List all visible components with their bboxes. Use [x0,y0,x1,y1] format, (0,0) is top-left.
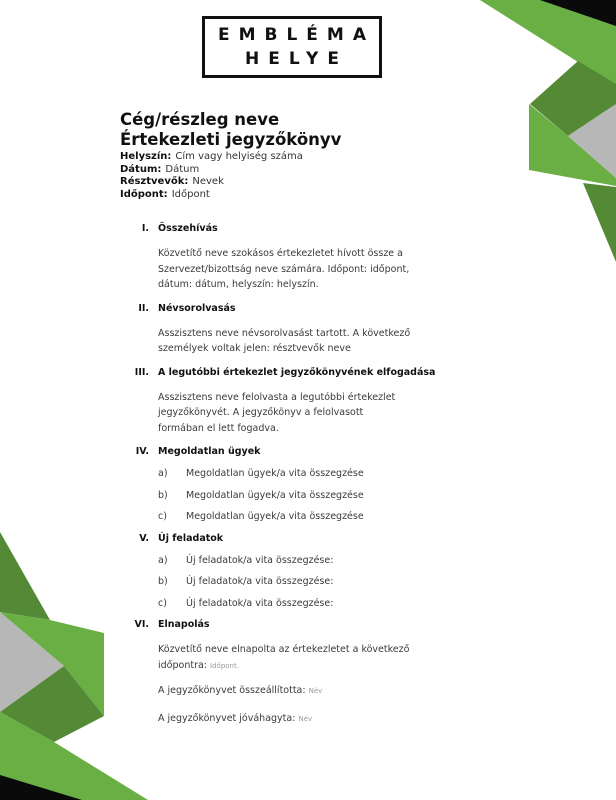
logo-text-line-2: HELYE [245,49,348,69]
meta-attendees-label: Résztvevők: [120,176,189,187]
section-heading [120,532,440,546]
meta-time-label: Időpont: [120,188,168,200]
meta-attendees [120,176,460,189]
list-item-letter: b) [158,576,168,587]
list-item-letter: c) [158,511,167,522]
list-item[interactable] [158,597,440,611]
meta-location-label: Helyszín: [120,151,172,162]
section-number: IV. [135,446,149,457]
sub-item-list [158,467,440,524]
section-title[interactable]: A legutóbbi értekezlet jegyzőkönyvének elfogadása [158,366,436,378]
meta-attendees-value[interactable]: Nevek [192,176,224,187]
meta-time [120,189,460,202]
list-item-letter: b) [158,489,168,501]
section-title[interactable]: Megoldatlan ügyek [158,446,261,457]
list-item-letter: a) [158,554,168,566]
list-item-letter: c) [158,597,167,609]
section-number: III. [134,366,149,378]
adjournment-sentence: Közvetítő neve elnapolta az értekezletet a következő időpontra: [158,644,410,671]
list-item-text[interactable]: Megoldatlan ügyek/a vita összegzése [186,468,364,479]
list-item[interactable] [158,554,440,568]
section-number: VI. [134,619,149,630]
section-new-business [120,532,440,611]
logo-text-line-1: EMBLÉMA [217,25,375,45]
list-item-text[interactable]: Megoldatlan ügyek/a vita összegzése [186,489,364,501]
meta-location [120,151,460,164]
adjournment-text[interactable] [158,642,428,674]
prepared-by-label: A jegyzőkönyvet összeállította: [158,685,306,696]
list-item-letter: a) [158,468,168,479]
section-title[interactable]: Összehívás [158,223,218,234]
section-number: I. [141,223,149,234]
prepared-by [158,683,440,700]
list-item[interactable] [158,467,440,481]
approved-by [158,711,440,728]
list-item[interactable] [158,575,440,589]
logo-placeholder[interactable] [202,16,382,78]
section-approval-of-minutes [120,366,440,437]
section-number: II. [138,302,149,314]
meta-location-value[interactable]: Cím vagy helyiség száma [175,151,303,162]
minutes-sections [120,222,440,736]
section-body[interactable]: Közvetítő neve szokásos értekezletet hívott össze a Szervezet/bizottság neve számára. Időpont: időpont, dátum: dátum, helyszín: helyszín. [158,248,410,290]
meta-date-value[interactable]: Dátum [165,163,200,175]
section-unfinished-business [120,445,440,524]
list-item[interactable] [158,510,440,524]
section-heading [120,366,440,380]
section-heading [120,445,440,459]
section-adjournment [120,618,440,727]
approved-by-name-placeholder[interactable]: Név [298,714,313,723]
section-roll-call [120,302,440,357]
section-heading [120,618,440,632]
list-item[interactable] [158,489,440,503]
list-item-text[interactable]: Megoldatlan ügyek/a vita összegzése [186,511,364,522]
section-title[interactable]: Új feladatok [158,532,224,544]
company-name[interactable]: Cég/részleg neve [120,110,280,129]
document-header [120,110,460,201]
approved-by-label: A jegyzőkönyvet jóváhagyta: [158,712,296,724]
meta-date-label: Dátum: [120,163,162,175]
section-title[interactable]: Névsorolvasás [158,302,236,314]
top-right-decoration [480,0,616,262]
section-heading [120,302,440,316]
section-heading [120,222,440,236]
section-body[interactable]: Asszisztens neve névsorolvasást tartott. A következő személyek voltak jelen: résztvevők neve [158,327,411,354]
meta-date [120,164,460,177]
prepared-by-name-placeholder[interactable]: Név [308,687,323,695]
section-title[interactable]: Elnapolás [158,619,210,630]
adjournment-period: . [236,661,239,670]
document-title[interactable]: Értekezleti jegyzőkönyv [120,130,342,149]
list-item-text[interactable]: Új feladatok/a vita összegzése: [186,597,334,609]
adjournment-time-placeholder[interactable]: Időpont [210,661,237,670]
list-item-text[interactable]: Új feladatok/a vita összegzése: [186,554,334,566]
section-body[interactable]: Asszisztens neve felolvasta a legutóbbi értekezlet jegyzőkönyvét. A jegyzőkönyv a felolvasott formában el lett fogadva. [158,391,396,434]
section-number: V. [139,532,149,544]
section-call-to-order [120,222,440,293]
meta-time-value[interactable]: Időpont [171,188,210,200]
sub-item-list [158,554,440,611]
list-item-text[interactable]: Új feladatok/a vita összegzése: [186,576,334,587]
